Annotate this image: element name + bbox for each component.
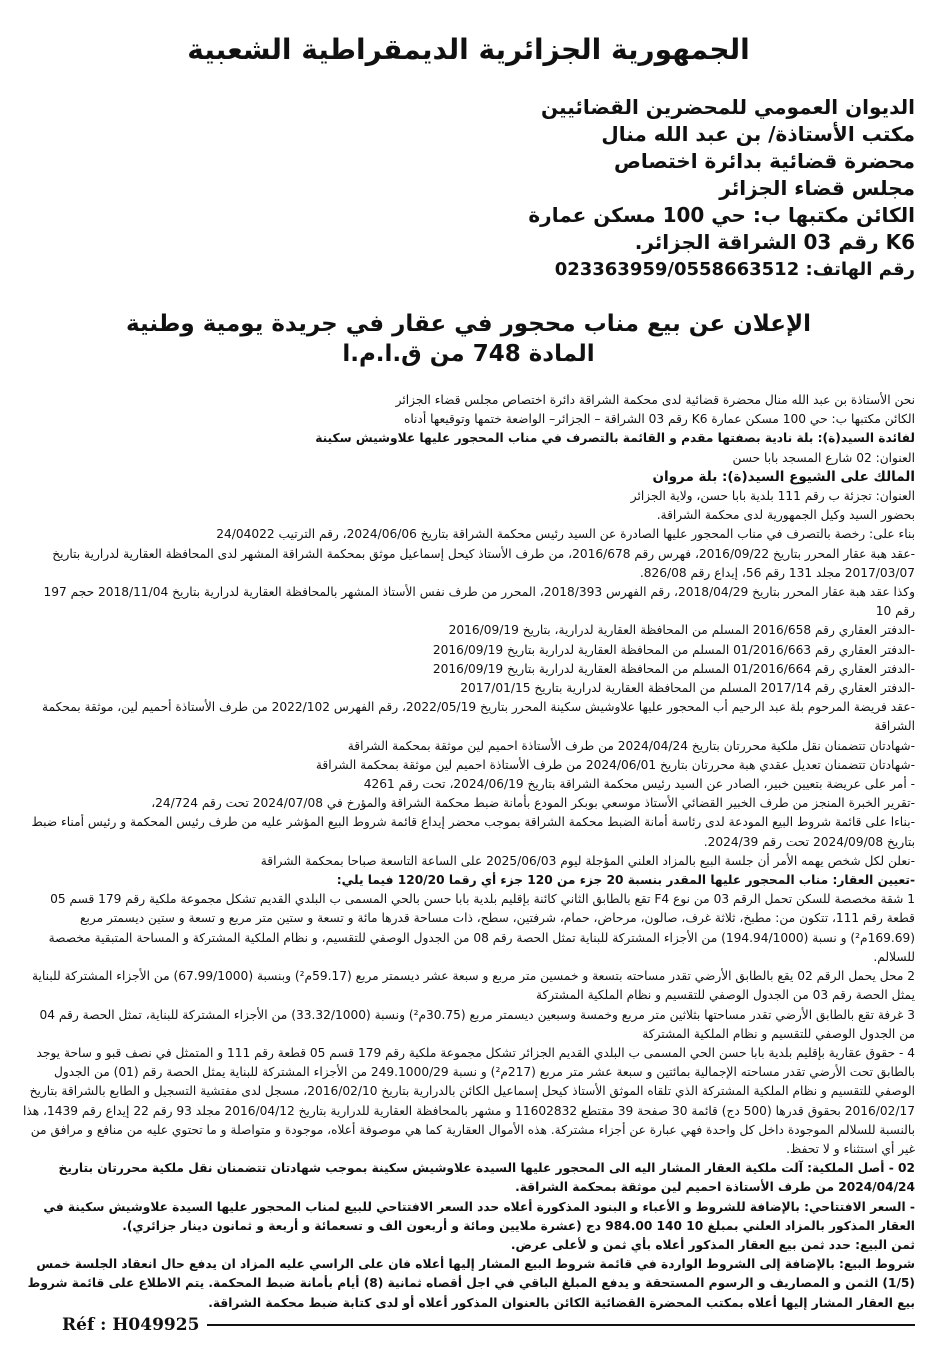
body-beneficiary: لفائدة السيد(ة): بلة نادية بصفتها مقدم و القائمة بالتصرف في مناب المحجور عليها علاوشيش سكينة (315, 431, 915, 446)
body-paragraph: -عقد فريضة المرحوم بلة عبد الرحيم أب المحجور عليها علاوشيش سكينة المحرر بتاريخ 2022/05/19، رقم الفهرس 2022/102 من طرف الأستاذة أحميم لين، موثقة بمحكمة الشراقة (42, 700, 915, 734)
body-paragraph: وكذا عقد هبة عقار المحرر بتاريخ 2018/04/29، رقم الفهرس 2018/393، المحرر من طرف نفس الأستاذ المشهر بالمحافظة العقارية لدرارية بتاريخ 2018/11/04 حجم 197 رقم 10 (43, 585, 915, 619)
body-paragraph: بناء على: رخصة بالتصرف في مناب المحجور عليها الصادرة عن السيد رئيس محكمة الشراقة بتاريخ 2024/06/06، رقم الترتيب 24/04022 (216, 527, 915, 542)
body-opening-price: - السعر الافتتاحي: بالإضافة للشروط و الأعباء و البنود المذكورة أعلاه حدد السعر الافتتاحي للبيع لمناب المحجور عليها السيدة علاوشيش سكينة في العقار المذكور بالمزاد العلني بمبلغ 10 140 984.00 دج (عشرة ملايين ومائة و أربعون الف و تسعمائة و أربعة و ثمانون دينار جزائري). (43, 1199, 915, 1233)
body-paragraph: -بناءا على قائمة شروط البيع المودعة لدى رئاسة أمانة الضبط محكمة الشراقة بموجب محضر إيداع قائمة شروط البيع المؤشر عليه من طرف رئيس المحكمة و رئيس أمناء ضبط بتاريخ 2024/09/08 تحت رقم 2024/39. (31, 815, 915, 849)
body-paragraph: نحن الأستاذة بن عبد الله منال محضرة قضائية لدى محكمة الشراقة دائرة اختصاص مجلس قضاء الجزائر (395, 393, 915, 407)
body-sale-price: ثمن البيع: حدد ثمن بيع العقار المذكور أعلاه بأي ثمن و لأعلى عرض. (510, 1237, 915, 1252)
body-paragraph: 3 غرفة تقع بالطابق الأرضي تقدر مساحتها بثلاثين متر مربع وخمسة وسبعين ديسمتر مربع (30.75م²) ونسبة (33.32/1000) من الأجزاء المشتركة للبناية، تمثل الحصة رقم 04 من الجدول الوصفي للتقسيم و نظام الملكية المشتركة (39, 1007, 915, 1041)
body-sale-conditions: شروط البيع: بالإضافة إلى الشروط الواردة في قائمة شروط البيع المشار إليها أعلاه فان على الراسي عليه المزاد ان يدفع حال انعقاد الجلسة خمس (1/5) الثمن و المصاريف و الرسوم المستحقة و يدفع المبلغ الباقي في اجل أقصاه ثمانية (8) أيام بأمانة ضبط المحكمة. يتم الاطلاع على قائمة شروط بيع العقار المشار إليها أعلاه بمكتب المحضرة القضائية الكائن بالعنوان المذكور أعلاه أو لدى كتابة ضبط محكمة الشراقة. (27, 1257, 915, 1310)
office-line-2: مكتب الأستاذة/ بن عبد الله منال (601, 122, 915, 146)
body-paragraph: -الدفتر العقاري رقم 2016/658 المسلم من المحافظة العقارية لدرارية، بتاريخ 2016/09/19 (448, 623, 915, 638)
office-line-5: الكائن مكتبها ب: حي 100 مسكن عمارة (528, 203, 915, 227)
body-paragraph: -عقد هبة عقار المحرر بتاريخ 2016/09/22، فهرس رقم 2016/678، من طرف الأستاذ كيحل إسماعيل موثق بمحكمة الشراقة المشهر لدى المحافظة العقارية لدرارية بتاريخ 2017/03/07 مجلد 131 رقم 56، إيداع رقم 826/08. (52, 546, 915, 580)
body-paragraph: -نعلن لكل شخص يهمه الأمر أن جلسة البيع بالمزاد العلني المؤجلة ليوم 2025/06/03 على الساعة التاسعة صباحا بمحكمة الشراقة (260, 853, 915, 868)
office-line-6: K6 رقم 03 الشراقة الجزائر. (634, 230, 915, 254)
reference-divider (207, 1324, 915, 1326)
body-paragraph: 2 محل يحمل الرقم 02 يقع بالطابق الأرضي تقدر مساحته بتسعة و خمسين متر مربع و سبعة عشر ديسمتر مربع (59.17م²) وبنسبة (67.99/1000) من الأجزاء المشتركة للبناية يمثل الحصة رقم 03 من الجدول الوصفي للتقسيم و نظام الملكية المشتركة (32, 969, 915, 1003)
office-header (22, 94, 915, 283)
reference-bar (22, 1311, 915, 1339)
body-property-designation: -تعيين العقار: مناب المحجور عليها المقدر بنسبة 20 جزء من 120 جزء أي رقما 120/20 فيما يلي: (336, 873, 915, 888)
announcement-body (22, 391, 915, 1313)
reference-number: Réf : H049925 (62, 1315, 200, 1335)
announcement-title: الإعلان عن بيع مناب محجور في عقار في جريدة يومية وطنية (126, 311, 811, 337)
body-paragraph: 1 شقة مخصصة للسكن تحمل الرقم 03 من نوع F4 تقع بالطابق الثاني كائنة بإقليم بلدية بابا حسن بالحي المسمى ب البلدي القديم تشكل مجموعة ملكية رقم 179 قسم 05 قطعة رقم 111، تتكون من: مطبخ، ثلاثة غرف، صالون، مرحاض، حمام، شرفتين، سطح، ذات مساحة قدرها مائة و تسعة و ستين متر مربع و تسعة و ستين ديسمتر مربع (169.69م²) و نسبة (194.94/1000) من الأجزاء المشتركة للبناية تمثل الحصة رقم 08 من الجدول الوصفي للتقسيم، و نظام الملكية المشتركة و المساحة المتبقية مخصصة للسلالم. (48, 892, 915, 964)
body-paragraph: -الدفتر العقاري رقم 01/2016/663 المسلم من المحافظة العقارية لدرارية بتاريخ 2016/09/19 (432, 642, 915, 657)
body-ownership-origin: 02 - أصل الملكية: آلت ملكية العقار المشار اليه الى المحجور عليها السيدة علاوشيش سكينة بموجب شهادتان تتضمنان نقل ملكية محررتان بتاريخ 2024/04/24 من طرف الأستاذة احميم لين موثقة بمحكمة الشراقة. (58, 1161, 915, 1195)
republic-heading: الجمهورية الجزائرية الديمقراطية الشعبية (187, 33, 750, 66)
body-paragraph: -الدفتر العقاري رقم 2017/14 المسلم من المحافظة العقارية لدرارية بتاريخ 2017/01/15 (460, 681, 915, 696)
body-paragraph: العنوان: تجزئة ب رقم 111 بلدية بابا حسن، ولاية الجزائر (630, 489, 915, 504)
body-paragraph: الكائن مكتبها ب: حي 100 مسكن عمارة K6 رقم 03 الشراقة – الجزائر– الواضعة ختمها وتوقيعها أدناه (403, 412, 915, 427)
announcement-subtitle: المادة 748 من ق.ا.م.ا (342, 341, 595, 367)
body-co-owner: المالك على الشيوع السيد(ة): بلة مروان (652, 468, 915, 485)
office-line-3: محضرة قضائية بدائرة اختصاص (614, 149, 915, 173)
office-line-1: الديوان العمومي للمحضرين القضائيين (541, 95, 915, 119)
body-paragraph: - أمر على عريضة بتعيين خبير، الصادر عن السيد رئيس محكمة الشراقة بتاريخ 2024/06/19، تحت رقم 4261 (363, 777, 915, 792)
body-paragraph: العنوان: 02 شارع المسجد بابا حسن (732, 450, 915, 465)
body-paragraph: -شهادتان تتضمنان نقل ملكية محررتان بتاريخ 2024/04/24 من طرف الأستاذة احميم لين موثقة بمحكمة الشراقة (347, 738, 915, 753)
body-paragraph: -الدفتر العقاري رقم 01/2016/664 المسلم من المحافظة العقارية لدرارية بتاريخ 2016/09/19 (432, 661, 915, 676)
body-paragraph: بحضور السيد وكيل الجمهورية لدى محكمة الشراقة. (656, 508, 915, 523)
body-paragraph: -شهادتان تتضمنان تعديل عقدي هبة محررتان بتاريخ 2024/06/01 من طرف الأستاذة احميم لين موثقة بمحكمة الشراقة (315, 757, 915, 772)
body-paragraph: -تقرير الخبرة المنجز من طرف الخبير القضائي الأستاذ موسعي بوبكر المودع بأمانة ضبط محكمة الشراقة والمؤرخ في 2024/07/08 تحت رقم 24/724، (151, 796, 915, 811)
office-line-4: مجلس قضاء الجزائر (719, 176, 915, 200)
body-paragraph: 4 - حقوق عقارية بإقليم بلدية بابا حسن الحي المسمى ب البلدي القديم الجزائر تشكل مجموعة ملكية رقم 179 قسم 05 قطعة رقم 111 و المتمثل في نصف قبو و ساحة يوجد بالطابق تحت الأرضي تقدر مساحته الإجمالية بمائتين و سبعة عشر متر مربع (217م²) و نسبة 249.1000/29 من الأجزاء المشتركة للبناية يمثل الحصة رقم (01) من الجدول الوصفي للتقسيم و نظام الملكية المشتركة الذي تلقاه الموثق الأستاذ كيحل إسماعيل الكائن بالدرارية بتاريخ 2016/02/10، مسجل لدى مفتشية التسجيل و الطابع بالشراقة بتاريخ 2016/02/17 بحقوق قدرها (500 دج) قائمة 30 صفحة 39 مقتطع 11602832 و مشهر بالمحافظة العقارية للدرارية بتاريخ 2016/04/12 مجلد 93 رقم 22 إيداع رقم 1439، هذا بالنسبة للسلالم الموجودة داخل كل واحدة فهي عبارة عن أجزاء مشتركة. هذه الأموال العقارية كما هي موصوفة أعلاه، موجودة و متواصلة و ما تحتوي عليه من منافع و مرافق من غير أي استثناء و لا تحفظ. (22, 1045, 915, 1156)
office-phone: رقم الهاتف: 023363959/0558663512 (554, 259, 915, 280)
